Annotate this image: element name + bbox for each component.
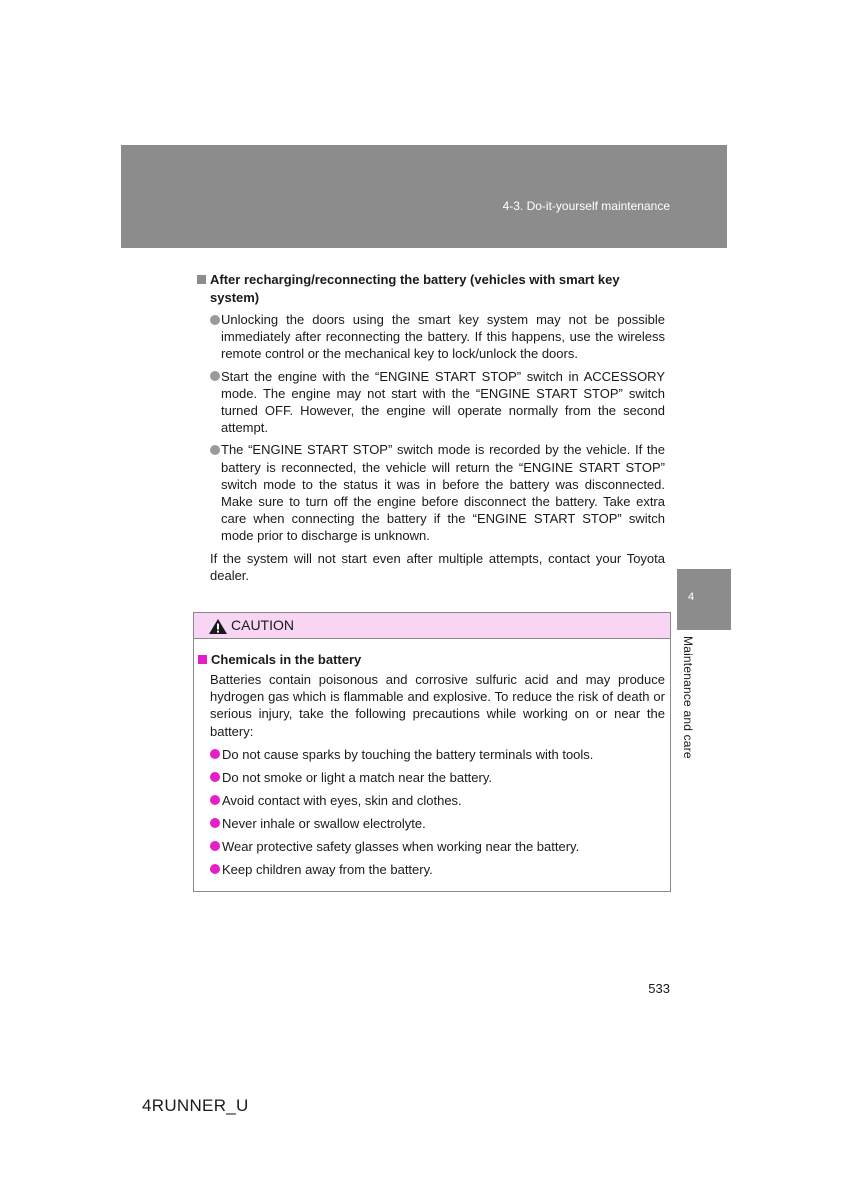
circle-bullet-icon xyxy=(210,315,220,325)
bullet-text: Unlocking the doors using the smart key system may not be possible immediately after reconnecting the battery. If this happens, use the wireless remote control or the mechanical key to lock/unlock the doors. xyxy=(221,312,665,362)
chapter-number: 4 xyxy=(688,591,695,603)
bullet-list xyxy=(210,311,665,545)
caution-title: CAUTION xyxy=(231,617,294,633)
battery-section xyxy=(197,271,665,584)
caution-item-text: Do not cause sparks by touching the battery terminals with tools. xyxy=(222,746,594,762)
caution-item-text: Keep children away from the battery. xyxy=(222,861,433,877)
caution-item-text: Avoid contact with eyes, skin and clothes. xyxy=(222,792,462,808)
caution-list xyxy=(210,746,665,878)
square-bullet-icon xyxy=(198,655,207,664)
circle-bullet-icon xyxy=(210,371,220,381)
circle-bullet-icon xyxy=(210,841,220,851)
chapter-label: Maintenance and care xyxy=(681,636,695,759)
warning-triangle-icon xyxy=(208,618,228,635)
list-item xyxy=(210,838,665,855)
circle-bullet-icon xyxy=(210,772,220,782)
circle-bullet-icon xyxy=(210,795,220,805)
bullet-text: Start the engine with the “ENGINE START STOP” switch in ACCESSORY mode. The engine may not start with the “ENGINE START STOP” switch turned OFF. However, the engine will operate normally from the second attempt. xyxy=(221,368,665,436)
caution-box xyxy=(193,612,671,892)
section-title: 4-3. Do-it-yourself maintenance xyxy=(502,199,670,213)
caution-item-text: Never inhale or swallow electrolyte. xyxy=(222,815,426,831)
list-item xyxy=(210,441,665,544)
circle-bullet-icon xyxy=(210,818,220,828)
footer-code: 4RUNNER_U xyxy=(142,1096,249,1115)
list-item xyxy=(210,792,665,809)
caution-heading xyxy=(198,651,665,668)
caution-paragraph: Batteries contain poisonous and corrosive sulfuric acid and may produce hydrogen gas which is flammable and explosive. To reduce the risk of death or serious injury, take the following precautions while working on or near the battery: xyxy=(210,672,665,739)
chapter-tab xyxy=(677,569,731,630)
square-bullet-icon xyxy=(197,275,206,284)
list-item xyxy=(210,769,665,786)
list-item xyxy=(210,746,665,763)
section-heading-text: After recharging/reconnecting the battery (vehicles with smart key system) xyxy=(210,272,620,305)
list-item xyxy=(210,815,665,832)
bullet-text: The “ENGINE START STOP” switch mode is recorded by the vehicle. If the battery is reconnected, the vehicle will return the “ENGINE START STOP” switch mode to the status it was in before the battery was disconnected. Make sure to turn off the engine before disconnect the battery. Take extra care when connecting the battery if the “ENGINE START STOP” switch mode prior to discharge is unknown. xyxy=(221,442,665,544)
circle-bullet-icon xyxy=(210,749,220,759)
caution-body xyxy=(198,651,665,884)
note-text: If the system will not start even after multiple attempts, contact your Toyota dealer. xyxy=(210,550,665,583)
caution-header xyxy=(194,613,670,639)
caution-item-text: Do not smoke or light a match near the battery. xyxy=(222,769,493,785)
header-band xyxy=(121,145,727,248)
caution-item-text: Wear protective safety glasses when working near the battery. xyxy=(222,838,580,854)
caution-heading-text: Chemicals in the battery xyxy=(211,652,362,667)
circle-bullet-icon xyxy=(210,864,220,874)
list-item xyxy=(210,861,665,878)
section-heading xyxy=(197,271,665,307)
circle-bullet-icon xyxy=(210,445,220,455)
page-number: 533 xyxy=(648,981,670,996)
list-item xyxy=(210,311,665,363)
list-item xyxy=(210,368,665,437)
